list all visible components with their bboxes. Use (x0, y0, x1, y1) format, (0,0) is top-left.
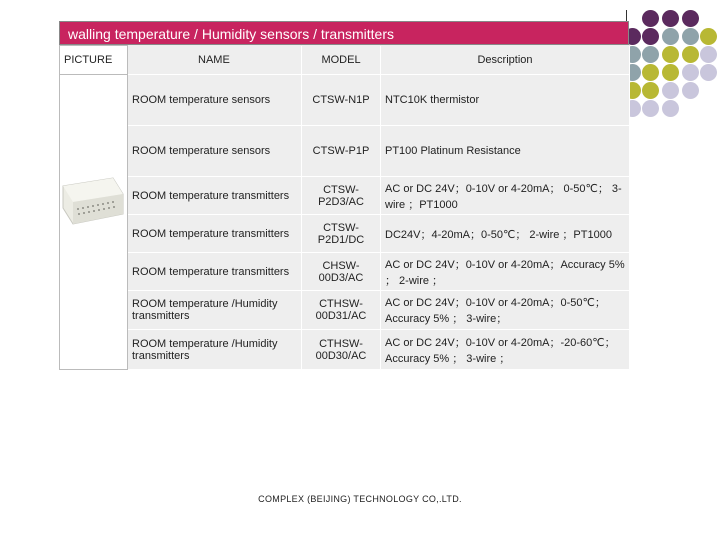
decorative-dots (624, 10, 720, 120)
table-row (60, 126, 630, 177)
row-name: ROOM temperature sensors (128, 126, 302, 177)
decorative-dot (700, 28, 717, 45)
decorative-dot (642, 82, 659, 99)
row-description: AC or DC 24V；0-10V or 4-20mA； 0-50℃； 3-wire ；PT1000 (381, 177, 630, 215)
decorative-dot (662, 28, 679, 45)
table-row (60, 253, 630, 291)
table-row (60, 291, 630, 330)
header-name: NAME (128, 46, 302, 75)
decorative-dot (682, 64, 699, 81)
table-title: walling temperature / Humidity sensors / transmitters (59, 21, 629, 45)
row-model: CTHSW-00D30/AC (302, 330, 381, 370)
row-description: NTC10K thermistor (381, 75, 630, 126)
row-name: ROOM temperature /Humidity transmitters (128, 291, 302, 330)
table-row (60, 330, 630, 370)
decorative-dot (642, 28, 659, 45)
row-model: CHSW-00D3/AC (302, 253, 381, 291)
decorative-dot (642, 10, 659, 27)
row-model: CTSW-P2D1/DC (302, 215, 381, 253)
row-name: ROOM temperature transmitters (128, 215, 302, 253)
decorative-dot (662, 64, 679, 81)
decorative-dot (662, 100, 679, 117)
row-name: ROOM temperature transmitters (128, 253, 302, 291)
table-row (60, 75, 630, 126)
row-description: AC or DC 24V；0-10V or 4-20mA；0-50℃；Accuracy 5% ； 3-wire； (381, 291, 630, 330)
product-image (61, 172, 125, 230)
header-picture: PICTURE (60, 46, 128, 75)
table-row (60, 215, 630, 253)
row-model: CTSW-P1P (302, 126, 381, 177)
row-name: ROOM temperature transmitters (128, 177, 302, 215)
product-table (59, 21, 629, 370)
row-model: CTSW-P2D3/AC (302, 177, 381, 215)
table-row (60, 177, 630, 215)
decorative-dot (682, 28, 699, 45)
decorative-dot (642, 100, 659, 117)
decorative-dot (662, 10, 679, 27)
row-description: AC or DC 24V；0-10V or 4-20mA；Accuracy 5% ； 2-wire ； (381, 253, 630, 291)
decorative-dot (682, 82, 699, 99)
header-model: MODEL (302, 46, 381, 75)
row-name: ROOM temperature sensors (128, 75, 302, 126)
row-description: DC24V；4-20mA；0-50℃； 2-wire ；PT1000 (381, 215, 630, 253)
decorative-dot (682, 46, 699, 63)
row-name: ROOM temperature /Humidity transmitters (128, 330, 302, 370)
decorative-dot (700, 64, 717, 81)
decorative-dot (662, 82, 679, 99)
header-description: Description (381, 46, 630, 75)
decorative-dot (682, 10, 699, 27)
row-model: CTHSW-00D31/AC (302, 291, 381, 330)
decorative-dot (642, 46, 659, 63)
row-model: CTSW-N1P (302, 75, 381, 126)
decorative-dot (642, 64, 659, 81)
row-description: AC or DC 24V；0-10V or 4-20mA；-20-60℃； Accuracy 5% ； 3-wire ； (381, 330, 630, 370)
row-description: PT100 Platinum Resistance (381, 126, 630, 177)
company-footer: COMPLEX (BEIJING) TECHNOLOGY CO,.LTD. (258, 494, 462, 504)
decorative-dot (700, 46, 717, 63)
decorative-dot (662, 46, 679, 63)
